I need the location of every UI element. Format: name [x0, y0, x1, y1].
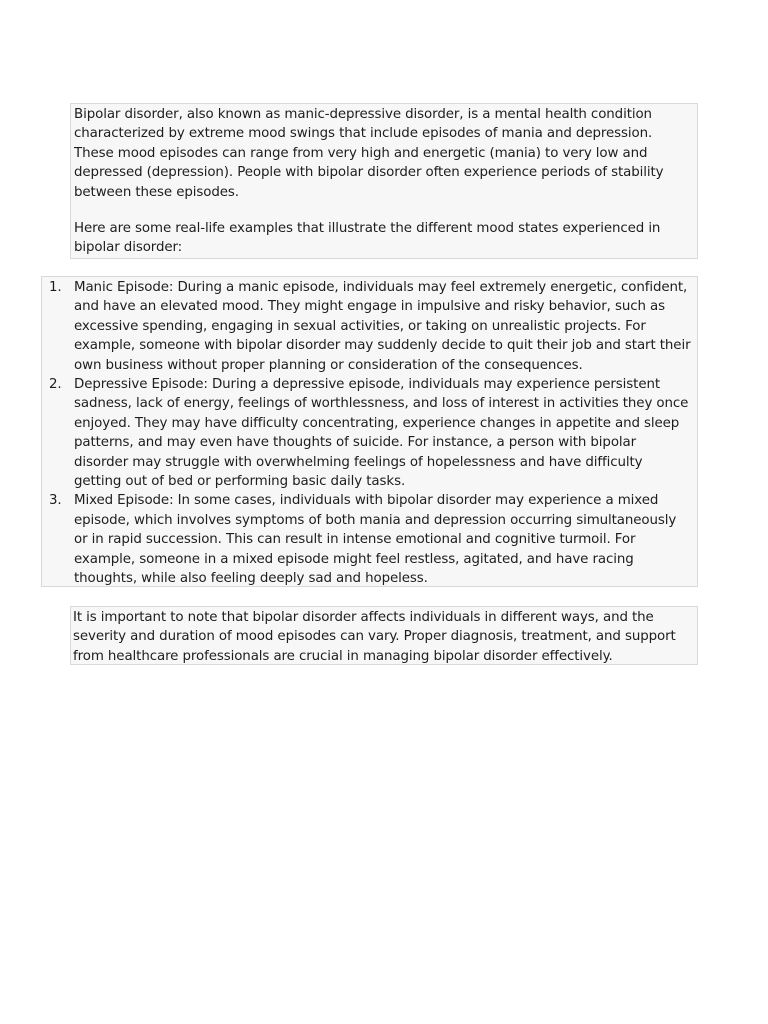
intro-block	[70, 103, 698, 259]
list-item-text: Mixed Episode: In some cases, individuals with bipolar disorder may experience a mixed episode, which involves symptoms of both mania and depression occurring simultaneously or in rapid succession. This can result in intense emotional and cognitive turmoil. For example, someone in a mixed episode might feel restless, agitated, and have racing thoughts, while also feeling deeply sad and hopeless.	[74, 493, 677, 587]
list-item	[42, 375, 693, 491]
list-item-text: Manic Episode: During a manic episode, individuals may feel extremely energetic, confident, and have an elevated mood. They might engage in impulsive and risky behavior, such as excessive spending, engaging in sexual activities, or taking on unrealistic projects. For example, someone with bipolar disorder may suddenly decide to quit their job and start their own business without proper planning or consideration of the consequences.	[74, 280, 691, 373]
list-item-number: 2.	[49, 377, 62, 393]
intro-paragraph: Bipolar disorder, also known as manic-depressive disorder, is a mental health condition characterized by extreme mood swings that include episodes of mania and depression. These mood episodes can range from very high and energetic (mania) to very low and depressed (depression). People with bipolar disorder often experience periods of stability between these episodes.	[74, 107, 664, 200]
list-item-text: Depressive Episode: During a depressive episode, individuals may experience persistent sadness, lack of energy, feelings of worthlessness, and loss of interest in activities they once enjoyed. They may have difficulty concentrating, experience changes in appetite and sleep patterns, and may even have thoughts of suicide. For instance, a person with bipolar disorder may struggle with overwhelming feelings of hopelessness and have difficulty getting out of bed or performing basic daily tasks.	[74, 377, 689, 490]
examples-list-block	[41, 276, 698, 587]
list-item-number: 1.	[49, 280, 62, 295]
examples-list	[42, 278, 693, 589]
list-item-number: 3.	[49, 493, 62, 509]
list-item	[42, 491, 693, 588]
list-item	[42, 278, 693, 375]
closing-block	[70, 606, 698, 665]
closing-paragraph: It is important to note that bipolar disorder affects individuals in different ways, and the severity and duration of mood episodes can vary. Proper diagnosis, treatment, and support from healthcare professionals are crucial in managing bipolar disorder effectively.	[73, 610, 676, 664]
examples-intro-paragraph: Here are some real-life examples that illustrate the different mood states experienced in bipolar disorder:	[74, 221, 661, 256]
